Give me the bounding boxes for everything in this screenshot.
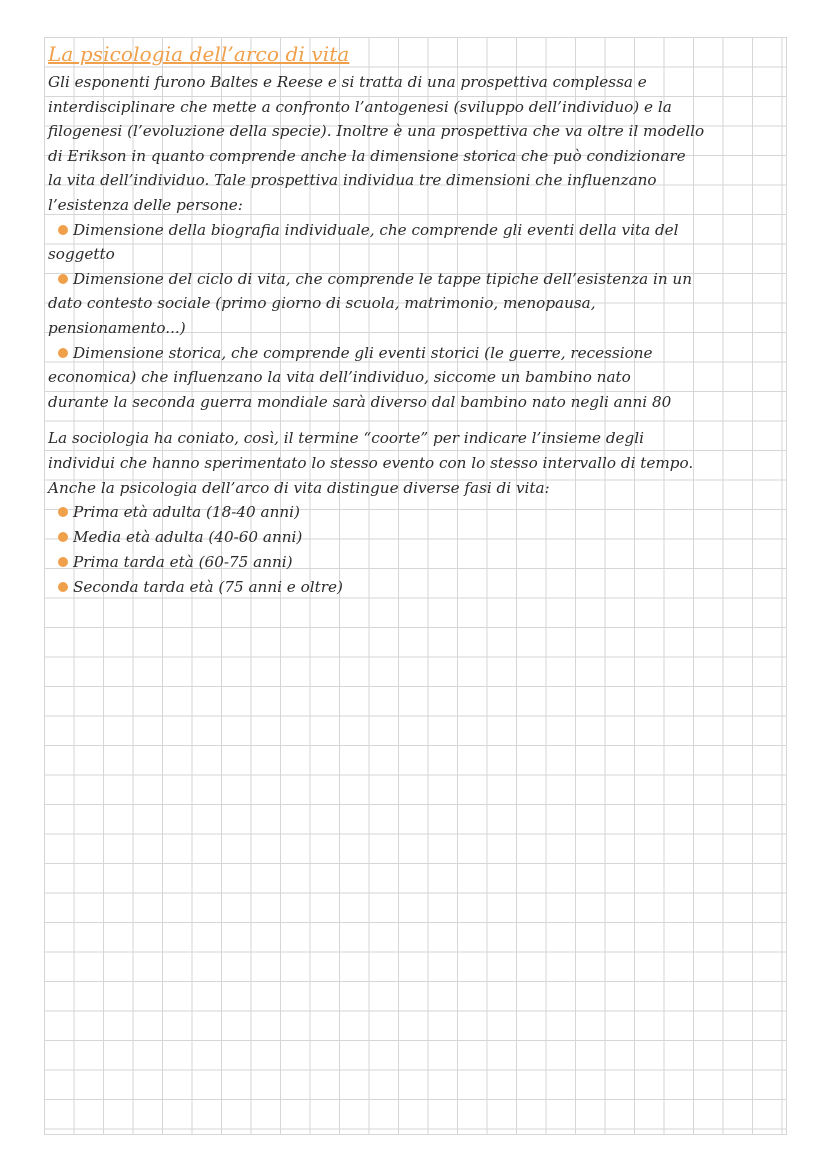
dimension-line: soggetto	[48, 245, 115, 264]
intro-line: Gli esponenti furono Baltes e Reese e si tratta di una prospettiva complessa e	[48, 73, 647, 91]
phase-label: Prima tarda età (60-75 anni)	[73, 553, 293, 572]
dimension-line: Dimensione del ciclo di vita, che comprende le tappe tipiche dell’esistenza in un	[73, 269, 692, 288]
list-item	[48, 575, 790, 600]
list-item	[48, 341, 790, 415]
sociology-line: Anche la psicologia dell’arco di vita distingue diverse fasi di vita:	[48, 478, 550, 497]
dimension-line: durante la seconda guerra mondiale sarà diverso dal bambino nato negli anni 80	[48, 392, 672, 411]
dimension-line: pensionamento...)	[48, 318, 186, 337]
dimension-line: Dimensione della biografia individuale, che comprende gli eventi della vita del	[73, 220, 679, 239]
intro-paragraph	[48, 70, 790, 218]
sociology-paragraph	[48, 426, 790, 500]
phase-label: Media età adulta (40-60 anni)	[73, 528, 303, 547]
bullet-dot-icon	[58, 582, 68, 592]
dimension-line: economica) che influenzano la vita dell’individuo, siccome un bambino nato	[48, 368, 631, 387]
list-item	[48, 525, 790, 550]
note-content	[48, 40, 790, 600]
intro-line: la vita dell’individuo. Tale prospettiva individua tre dimensioni che influenzano	[48, 171, 657, 190]
intro-line: di Erikson in quanto comprende anche la dimensione storica che può condizionare	[48, 146, 686, 165]
list-item	[48, 550, 790, 575]
bullet-dot-icon	[58, 507, 68, 517]
intro-line: filogenesi (l’evoluzione della specie). Inoltre è una prospettiva che va oltre il modello	[48, 122, 705, 141]
dimension-line: Dimensione storica, che comprende gli eventi storici (le guerre, recessione	[73, 343, 653, 362]
sociology-line: La sociologia ha coniato, così, il termine “coorte” per indicare l’insieme degli	[48, 429, 644, 448]
bullet-dot-icon	[58, 532, 68, 542]
intro-line: l’esistenza delle persone:	[48, 195, 243, 214]
list-item	[48, 500, 790, 525]
phases-list	[48, 500, 790, 600]
list-item	[48, 218, 790, 267]
bullet-dot-icon	[58, 225, 68, 235]
intro-line: interdisciplinare che mette a confronto l’antogenesi (sviluppo dell’individuo) e la	[48, 97, 672, 116]
dimension-line: dato contesto sociale (primo giorno di scuola, matrimonio, menopausa,	[48, 294, 596, 313]
phase-label: Seconda tarda età (75 anni e oltre)	[73, 578, 343, 597]
page-title: La psicologia dell’arco di vita	[48, 42, 350, 66]
phase-label: Prima età adulta (18-40 anni)	[73, 503, 300, 522]
bullet-dot-icon	[58, 274, 68, 284]
bullet-dot-icon	[58, 348, 68, 358]
dimensions-list	[48, 218, 790, 415]
list-item	[48, 267, 790, 341]
bullet-dot-icon	[58, 557, 68, 567]
sociology-line: individui che hanno sperimentato lo stesso evento con lo stesso intervallo di tempo.	[48, 453, 694, 472]
